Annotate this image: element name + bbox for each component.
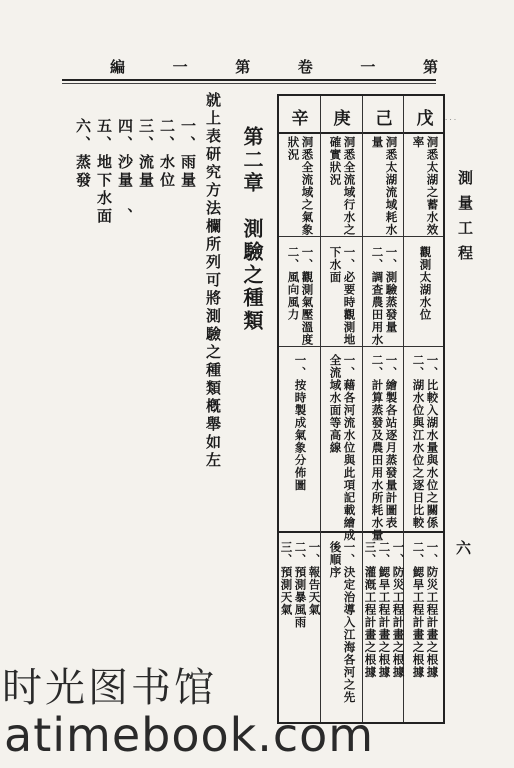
table-cell: [404, 246, 446, 321]
table-cell: [404, 541, 446, 679]
header-char: 第: [422, 58, 440, 76]
cell-line: 二、湖水位與江水位之逐日比較: [411, 354, 426, 529]
table-cell: [363, 541, 405, 679]
table-header-rule: [279, 132, 443, 134]
cell-line: 一、防災工程計畫之根據: [391, 541, 406, 679]
table-cell: [321, 246, 363, 346]
column-head: 庚: [333, 109, 351, 129]
cell-line: 二、風向風力: [286, 246, 301, 321]
table-cell: [279, 354, 321, 492]
page-header: [110, 56, 440, 77]
cell-line: 二、鰓旱工程計畫之根據: [411, 541, 426, 679]
table-cell: [321, 541, 363, 704]
table-cell: [321, 354, 363, 542]
header-char: 卷: [297, 58, 315, 76]
cell-line: 一、報告天氣: [307, 541, 322, 616]
cell-line: 後順序: [328, 541, 343, 579]
list-item: 六、蒸發: [74, 118, 92, 190]
table-cell: [279, 246, 321, 346]
watermark-url: atimebook.com: [4, 708, 375, 762]
list-item: 三、流量: [137, 118, 155, 190]
header-char: 第: [235, 58, 253, 76]
column-head: 己: [375, 109, 393, 129]
chapter-title: 第二章 測驗之種類: [240, 126, 264, 333]
research-table: [277, 94, 445, 724]
page-number: 六: [454, 540, 472, 555]
cell-line: 洞悉全流域之氣象: [300, 136, 315, 236]
cell-line: 確實狀況: [328, 136, 343, 186]
table-cell: [363, 136, 405, 236]
table-cell: [404, 136, 446, 236]
header-rule: [62, 79, 436, 81]
header-rule-thin: [62, 83, 436, 84]
list-item: 四、沙量 、: [116, 118, 134, 226]
cell-line: 觀測太湖水位: [418, 246, 433, 321]
cell-line: 狀況: [286, 136, 301, 161]
list-item: 二、水位: [158, 118, 176, 190]
cell-line: 一、必要時觀測地: [342, 246, 357, 346]
table-cell: [404, 354, 446, 529]
cell-line: 二、鰓旱工程計畫之根據: [377, 541, 392, 679]
cell-line: 三、預測天氣: [279, 541, 294, 616]
print-mark: · · ·: [445, 116, 457, 124]
cell-line: 三、灌漑工程計畫之根據: [363, 541, 378, 679]
header-char: 一: [172, 58, 190, 76]
table-cell: [363, 354, 405, 542]
cell-line: 洞悉太湖之蓄水效: [425, 136, 440, 236]
cell-line: 一、按時製成氣象分佈圖: [293, 354, 308, 492]
cell-line: 二、計算蒸發及農田用水所耗水量: [370, 354, 385, 542]
cell-line: 量: [370, 136, 385, 149]
table-cell: [321, 136, 363, 236]
table-cell: [363, 246, 405, 346]
list-item: 一、雨量: [179, 118, 197, 190]
cell-line: 一、比較入湖水量與水位之關係: [425, 354, 440, 529]
cell-line: 率: [411, 136, 426, 149]
header-char: 一: [360, 58, 378, 76]
cell-line: 下水面: [328, 246, 343, 284]
table-row-rule: [279, 236, 443, 237]
table-cell: [279, 136, 321, 236]
cell-line: 一、測驗蒸發量: [384, 246, 399, 334]
cell-line: 二、調查農田用水: [370, 246, 385, 346]
cell-line: 一、決定治導入江海各河之先: [342, 541, 357, 704]
table-cell: [279, 541, 321, 629]
cell-line: 洞悉全流域行水之: [342, 136, 357, 236]
running-title: 測量工程: [456, 170, 474, 270]
cell-line: 一、繪製各站逐月蒸發量計圖表: [384, 354, 399, 529]
list-item: 五、地下水面: [95, 118, 113, 226]
cell-line: 一、藉各河流水位與此項記載繪成: [342, 354, 357, 542]
cell-line: 全流域水面等高線: [328, 354, 343, 454]
column-head: 辛: [291, 109, 309, 129]
cell-line: 一、觀測氣壓溫度: [300, 246, 315, 346]
cell-line: 二、預測暴風雨: [293, 541, 308, 629]
column-head: 戊: [416, 109, 434, 129]
cell-line: 洞悉太湖流域耗水: [384, 136, 399, 236]
intro-paragraph: 就上表研究方法欄所列可將測驗之種類槪舉如左: [204, 92, 222, 470]
table-row-rule: [279, 346, 443, 347]
cell-line: 一、防災工程計畫之根據: [425, 541, 440, 679]
watermark-title: 时光图书馆: [2, 665, 217, 711]
header-char: 編: [110, 58, 128, 76]
